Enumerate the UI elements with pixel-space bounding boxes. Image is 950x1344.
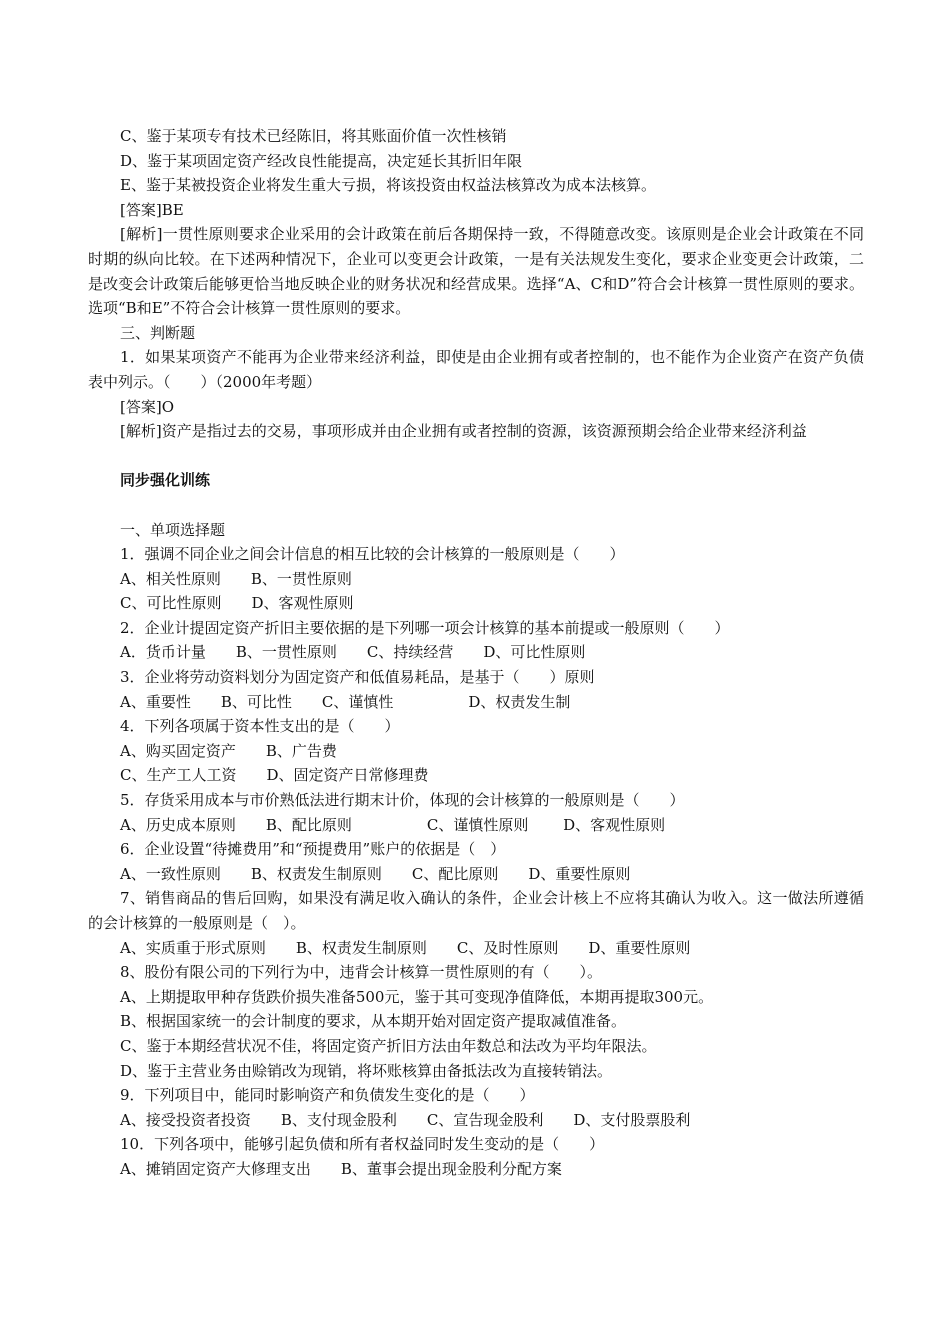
question-line: 8、股份有限公司的下列行为中，违背会计核算一贯性原则的有（ ）。 <box>120 963 603 982</box>
question-list-1 <box>88 542 864 886</box>
question-line: A、实质重于形式原则 B、权责发生制原则 C、及时性原则 D、重要性原则 <box>120 938 691 957</box>
analysis-paragraph: [解析]一贯性原则要求企业采用的会计政策在前后各期保持一致，不得随意改变。该原则是企业会计政策在不同时期的纵向比较。在下述两种情况下，企业可以变更会计政策，一是有关法规发生变化，要求企业变更会计政策，二是改变会计政策后能够更恰当地反映企业的财务状况和经营成果。选择“A、C和D”符合会计核算一贯性原则的要求。选项“B和E”不符合会计核算一贯性原则的要求。 <box>88 225 864 318</box>
section-single-choice-title: 一、单项选择题 <box>120 520 226 539</box>
spacer <box>88 444 864 469</box>
answer-label: [答案]BE <box>120 200 184 219</box>
question-line: C、生产工人工资 D、固定资产日常修理费 <box>120 766 429 785</box>
question-line: A．货币计量 B、一贯性原则 C、持续经营 D、可比性原则 <box>120 643 586 662</box>
question-line: A、历史成本原则 B、配比原则 C、谨慎性原则 D、客观性原则 <box>120 815 666 834</box>
section-judgement-title: 三、判断题 <box>120 323 196 342</box>
question-line: A、购买固定资产 B、广告费 <box>120 741 337 760</box>
option-c: C、鉴于某项专有技术已经陈旧，将其账面价值一次性核销 <box>120 127 507 145</box>
question-line: 6．企业设置“待摊费用”和“预提费用”账户的依据是（ ） <box>120 840 506 859</box>
answer-label-2: [答案]O <box>120 397 175 416</box>
document-body <box>88 124 864 1182</box>
section-heading: 同步强化训练 <box>120 471 211 490</box>
question-line: 2．企业计提固定资产折旧主要依据的是下列哪一项会计核算的基本前提或一般原则（ ） <box>120 618 730 637</box>
question-line: A、相关性原则 B、一贯性原则 <box>120 569 352 588</box>
question-line: 5．存货采用成本与市价熟低法进行期末计价，体现的会计核算的一般原则是（ ） <box>120 791 685 810</box>
question-line: A、重要性 B、可比性 C、谨慎性 D、权责发生制 <box>120 692 571 711</box>
question-line: 4．下列各项属于资本性支出的是（ ） <box>120 717 400 736</box>
question-line: C、鉴于本期经营状况不佳，将固定资产折旧方法由年数总和法改为平均年限法。 <box>120 1036 657 1055</box>
question-line: 9．下列项目中，能同时影响资产和负债发生变化的是（ ） <box>120 1086 535 1105</box>
spacer <box>88 493 864 518</box>
question-7: 7、销售商品的售后回购，如果没有满足收入确认的条件，企业会计核上不应将其确认为收入。这一做法所遵循的会计核算的一般原则是（ ）。 <box>88 889 864 932</box>
question-line: A、摊销固定资产大修理支出 B、董事会提出现金股利分配方案 <box>120 1159 562 1178</box>
question-list-2 <box>88 936 864 1182</box>
question-line: A、上期提取甲种存货跌价损失准备500元，鉴于其可变现净值降低，本期再提取300元。 <box>120 987 714 1006</box>
question-line: B、根据国家统一的会计制度的要求，从本期开始对固定资产提取减值准备。 <box>120 1012 627 1031</box>
option-e: E、鉴于某被投资企业将发生重大亏损，将该投资由权益法核算改为成本法核算。 <box>120 176 656 195</box>
question-line: C、可比性原则 D、客观性原则 <box>120 594 354 613</box>
analysis-paragraph-2: [解析]资产是指过去的交易，事项形成并由企业拥有或者控制的资源，该资源预期会给企业带来经济利益 <box>120 422 807 441</box>
question-line: 1．强调不同企业之间会计信息的相互比较的会计核算的一般原则是（ ） <box>120 545 625 564</box>
question-line: A、接受投资者投资 B、支付现金股利 C、宣告现金股利 D、支付股票股利 <box>120 1110 691 1129</box>
question-line: D、鉴于主营业务由赊销改为现销，将坏账核算由备抵法改为直接转销法。 <box>120 1061 613 1080</box>
option-d: D、鉴于某项固定资产经改良性能提高，决定延长其折旧年限 <box>120 151 523 170</box>
judgement-question-1: 1．如果某项资产不能再为企业带来经济利益，即使是由企业拥有或者控制的，也不能作为企业资产在资产负债表中列示。（ ）（2000年考题） <box>88 348 864 391</box>
question-line: A、一致性原则 B、权责发生制原则 C、配比原则 D、重要性原则 <box>120 864 631 883</box>
question-line: 3．企业将劳动资料划分为固定资产和低值易耗品，是基于（ ）原则 <box>120 668 595 687</box>
question-line: 10．下列各项中，能够引起负债和所有者权益同时发生变动的是（ ） <box>120 1135 605 1154</box>
